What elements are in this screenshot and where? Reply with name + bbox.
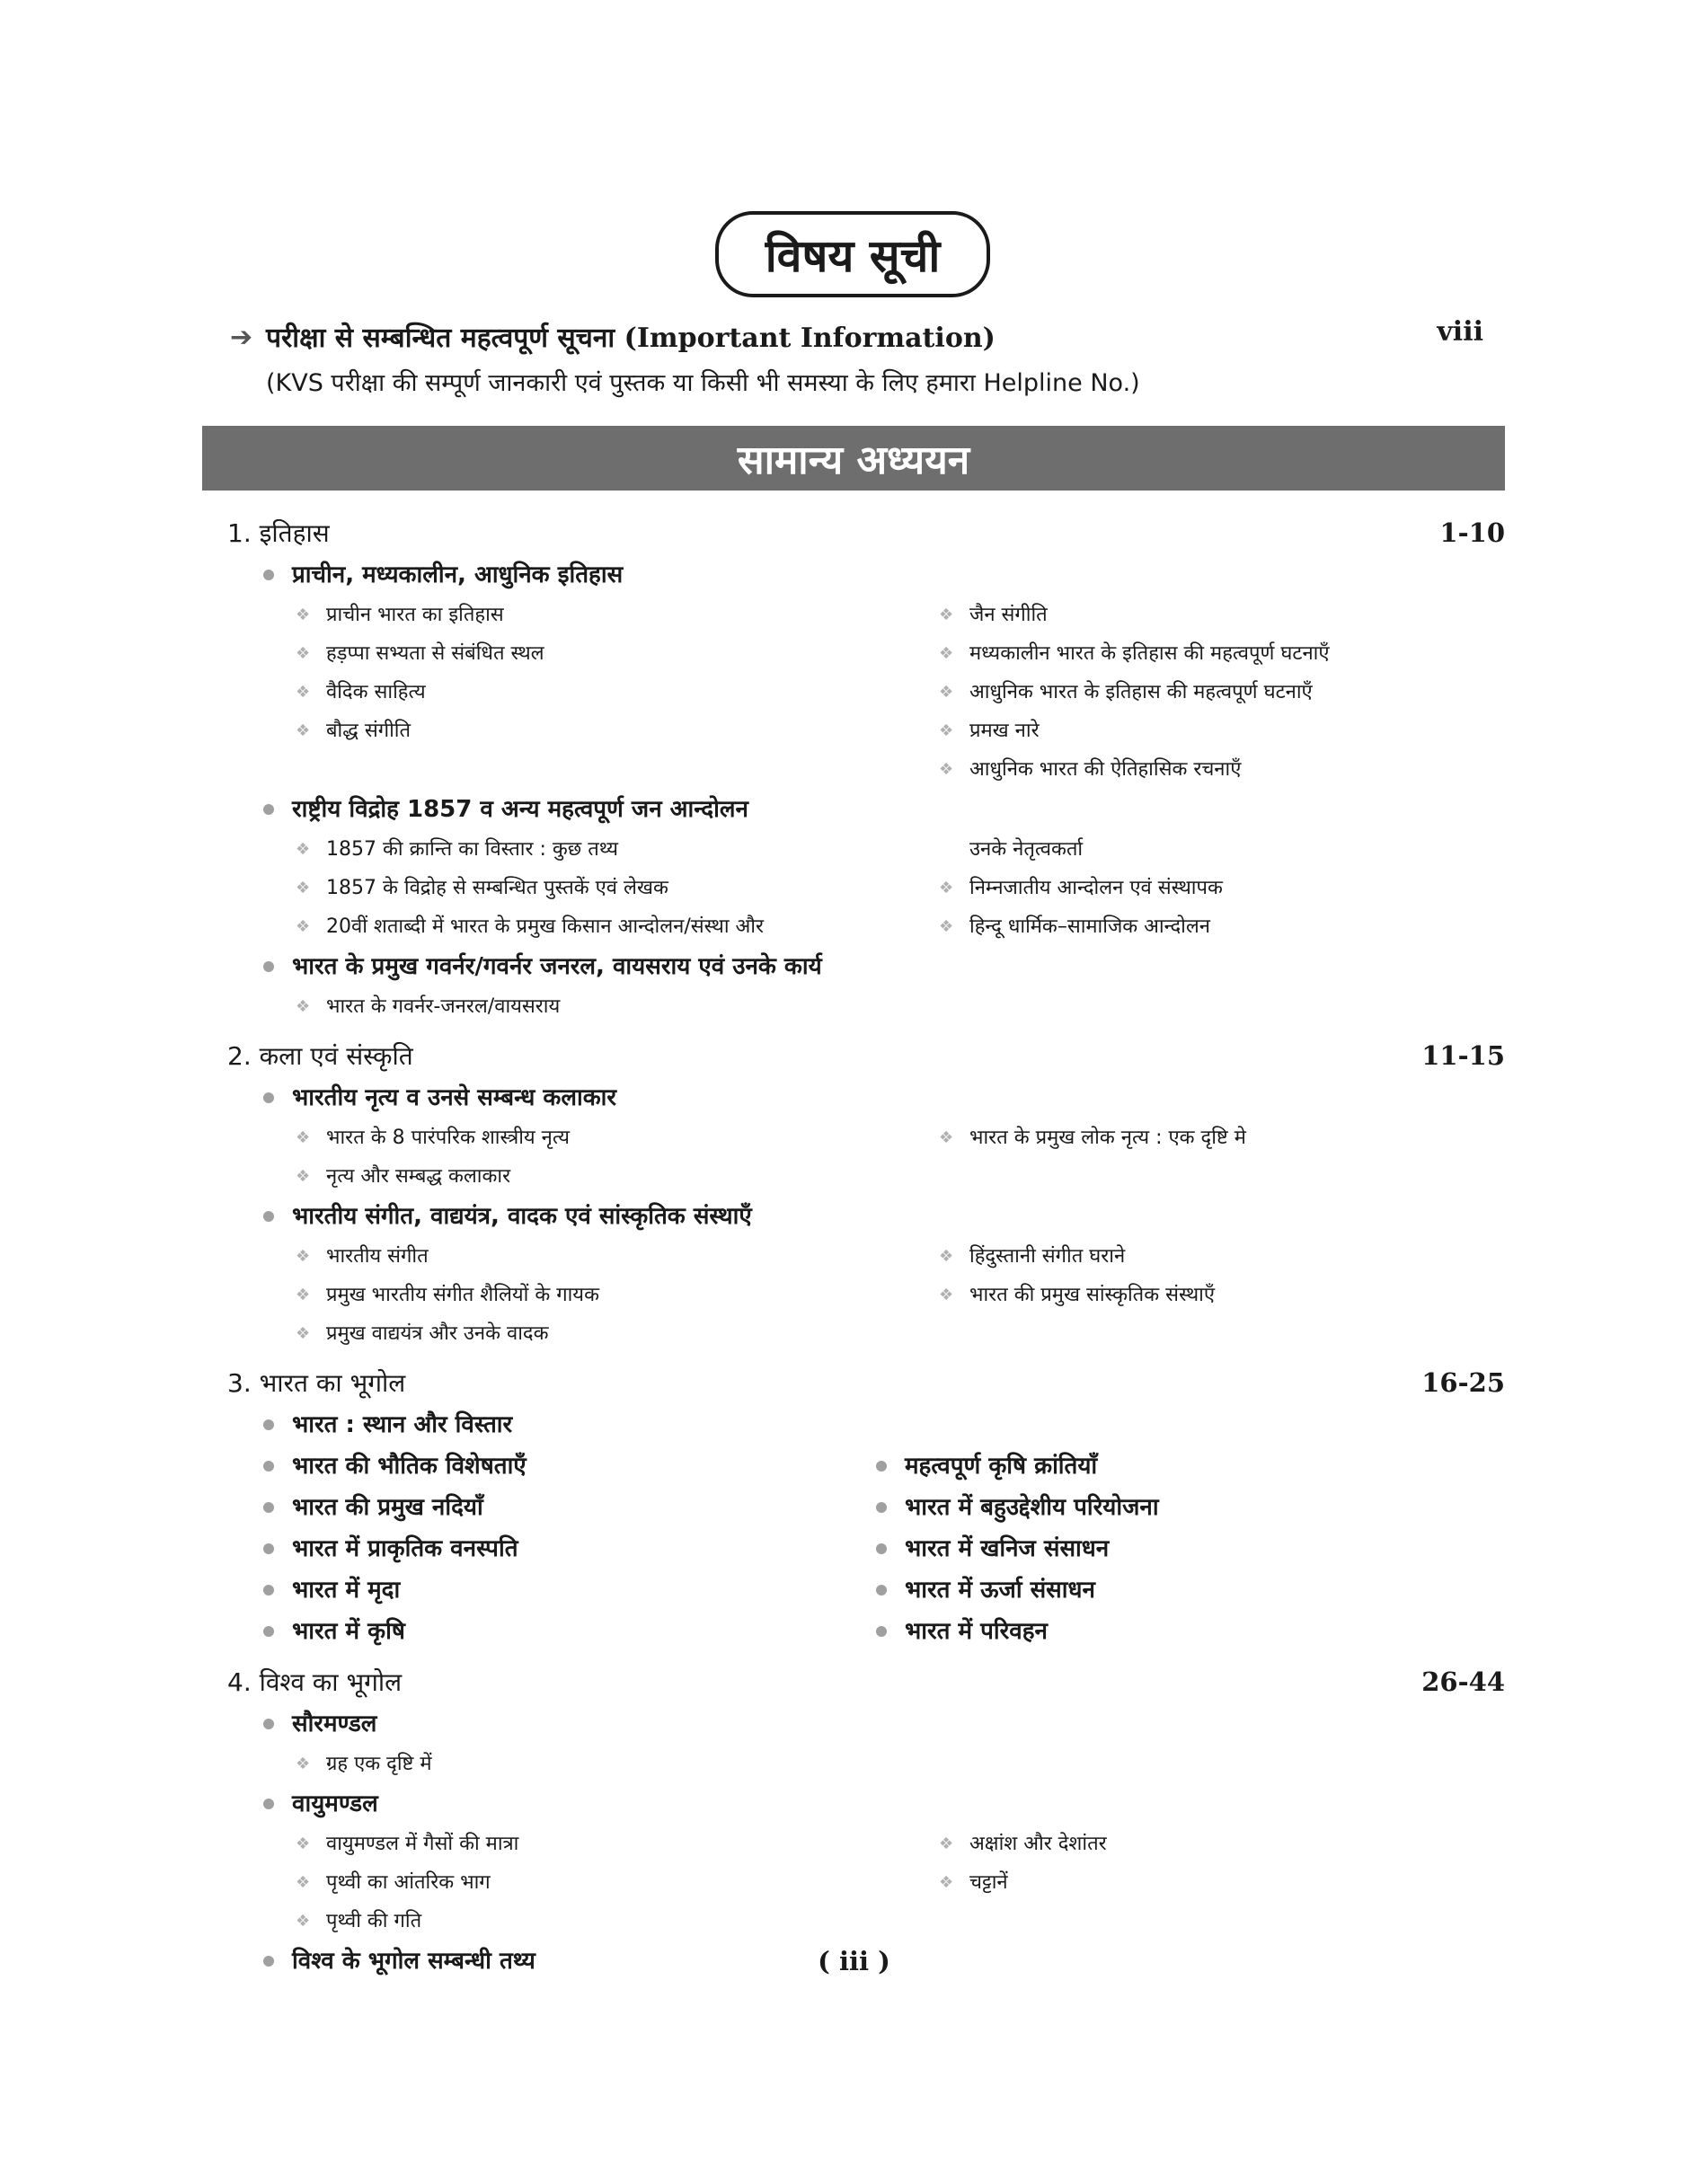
diamond-bullet-icon: ❖ (296, 1873, 311, 1892)
bullet-dot-icon (263, 570, 274, 580)
subsection-heading (202, 1611, 876, 1652)
list-item (939, 1863, 1505, 1902)
diamond-bullet-icon: ❖ (296, 1167, 311, 1186)
list-item (939, 1825, 1505, 1863)
bullet-dot-icon (263, 961, 274, 972)
list-item-label: 1857 के विद्रोह से सम्बन्धित पुस्तकें एवं लेखक (326, 877, 668, 899)
list-item-label: मध्यकालीन भारत के इतिहास की महत्वपूर्ण घटनाएँ (969, 642, 1330, 665)
list-item (202, 987, 939, 1026)
bullet-dot-icon (263, 1502, 274, 1513)
list-item (939, 1237, 1505, 1276)
bullet-dot-icon (876, 1543, 887, 1554)
subsection-heading (202, 1404, 1505, 1445)
list-item-label: ग्रह एक दृष्टि में (326, 1753, 432, 1775)
subsection-title: भारत में प्राकृतिक वनस्पति (292, 1535, 518, 1562)
list-item (202, 673, 939, 712)
diamond-bullet-icon: ❖ (296, 840, 311, 859)
empty-cell (202, 750, 939, 789)
list-item-label: 20वीं शताब्दी में भारत के प्रमुख किसान आन्दोलन/संस्था और (326, 915, 765, 938)
bullet-dot-icon (876, 1461, 887, 1472)
subsection-heading (202, 789, 1505, 830)
subsection-title: भारत में ऊर्जा संसाधन (905, 1577, 1095, 1604)
list-item (939, 596, 1505, 634)
section-page-range: 16-25 (1421, 1367, 1505, 1398)
section-banner: सामान्य अध्ययन (202, 426, 1505, 491)
diamond-bullet-icon: ❖ (939, 644, 954, 663)
subsection-title: महत्वपूर्ण कृषि क्रांतियाँ (905, 1453, 1098, 1480)
section-heading (202, 1362, 1505, 1404)
section-title: 4. विश्व का भूगोल (227, 1667, 403, 1697)
list-item-label: पृथ्वी का आंतरिक भाग (326, 1871, 491, 1894)
section-heading (202, 512, 1505, 554)
subsection-items (202, 1825, 1505, 1940)
list-item-label: जैन संगीति (969, 604, 1048, 626)
subsection-items (202, 1745, 1505, 1783)
section-title: 2. कला एवं संस्कृति (227, 1041, 413, 1071)
subsection-title: भारत में परिवहन (905, 1618, 1048, 1645)
list-item (202, 1118, 939, 1157)
list-item-label: भारतीय संगीत (326, 1245, 429, 1268)
diamond-bullet-icon: ❖ (939, 721, 954, 740)
subsection-items (202, 830, 1505, 946)
page-number-footer: ( iii ) (818, 1946, 890, 1976)
subsection-title: प्राचीन, मध्यकालीन, आधुनिक इतिहास (292, 561, 624, 588)
subsection-title: भारत में बहुउद्देशीय परियोजना (905, 1494, 1159, 1521)
list-item (202, 1314, 939, 1353)
subsection-heading (202, 1445, 876, 1487)
section-page-range: 11-15 (1421, 1040, 1505, 1071)
list-item-label: भारत के प्रमुख लोक नृत्य : एक दृष्टि मे (969, 1127, 1246, 1149)
info-title-hindi: परीक्षा से सम्बन्धित महत्वपूर्ण सूचना (266, 323, 615, 354)
section-page-range: 1-10 (1439, 517, 1505, 548)
bullet-dot-icon (263, 1719, 274, 1729)
diamond-bullet-icon: ❖ (939, 683, 954, 702)
list-item-label: भारत के गवर्नर-जनरल/वायसराय (326, 995, 561, 1018)
diamond-bullet-icon: ❖ (939, 1873, 954, 1892)
bullet-dot-icon (263, 1211, 274, 1222)
subsection-title: भारत की भौतिक विशेषताएँ (292, 1453, 527, 1480)
list-item-label: हिन्दू धार्मिक–सामाजिक आन्दोलन (969, 915, 1210, 938)
list-item (939, 1118, 1505, 1157)
toc-subsection (202, 789, 1505, 946)
subsection-title: विश्व के भूगोल सम्बन्धी तथ्य (292, 1948, 535, 1975)
toc-subsection (202, 1783, 1505, 1940)
bullet-dot-icon (263, 1585, 274, 1596)
list-item-label: आधुनिक भारत की ऐतिहासिक रचनाएँ (969, 758, 1242, 781)
list-item (939, 750, 1505, 789)
diamond-bullet-icon: ❖ (939, 1247, 954, 1266)
subsection-title: वायुमण्डल (292, 1790, 378, 1817)
section-title: 1. इतिहास (227, 518, 330, 548)
subsection-items (202, 1118, 1505, 1196)
bullet-dot-icon (876, 1585, 887, 1596)
bullet-dot-icon (876, 1626, 887, 1637)
subsection-heading (876, 1611, 1505, 1652)
toc-section (202, 1362, 1505, 1652)
diamond-bullet-icon: ❖ (296, 917, 311, 936)
subsection-items (202, 596, 1505, 789)
subsection-title: भारत : स्थान और विस्तार (292, 1411, 513, 1438)
list-item (202, 830, 939, 869)
subsection-heading (876, 1569, 1505, 1611)
list-item (202, 907, 939, 946)
diamond-bullet-icon: ❖ (296, 1324, 311, 1343)
table-of-contents (202, 503, 1505, 1982)
diamond-bullet-icon: ❖ (939, 1128, 954, 1147)
list-item-label: हड़प्पा सभ्यता से संबंधित स्थल (326, 642, 544, 665)
empty-cell (939, 1745, 1505, 1783)
list-item-label: प्रमुख भारतीय संगीत शैलियों के गायक (326, 1284, 599, 1306)
list-item-label: प्रमख नारे (969, 720, 1040, 742)
diamond-bullet-icon: ❖ (939, 606, 954, 624)
diamond-bullet-icon: ❖ (296, 879, 311, 897)
subsection-title: भारत के प्रमुख गवर्नर/गवर्नर जनरल, वायसराय एवं उनके कार्य (292, 953, 822, 980)
subsection-heading (202, 946, 1505, 987)
info-page-number: viii (1437, 316, 1483, 348)
subsection-title: भारत में कृषि (292, 1618, 405, 1645)
list-item (939, 673, 1505, 712)
toc-subsection (202, 1196, 1505, 1353)
section-heading (202, 1661, 1505, 1703)
bullet-dot-icon (263, 1092, 274, 1103)
list-item (202, 1902, 939, 1940)
list-item (939, 1276, 1505, 1314)
list-item (202, 596, 939, 634)
diamond-bullet-icon: ❖ (296, 1128, 311, 1147)
list-item (939, 634, 1505, 673)
diamond-bullet-icon: ❖ (939, 1286, 954, 1304)
diamond-bullet-icon: ❖ (296, 1247, 311, 1266)
subsection-heading (202, 1487, 876, 1528)
diamond-bullet-icon: ❖ (939, 917, 954, 936)
list-item-label: आधुनिक भारत के इतिहास की महत्वपूर्ण घटनाएँ (969, 681, 1313, 703)
list-item (939, 712, 1505, 750)
toc-subsection (202, 1077, 1505, 1196)
diamond-bullet-icon: ❖ (296, 1755, 311, 1773)
subsection-items (202, 1237, 1505, 1353)
bullet-grid (202, 1445, 1505, 1652)
toc-subsection (202, 554, 1505, 789)
page-title: विषय सूची (715, 211, 990, 297)
diamond-bullet-icon: ❖ (939, 1834, 954, 1853)
subsection-heading (876, 1528, 1505, 1569)
list-item-label: नृत्य और सम्बद्ध कलाकार (326, 1165, 511, 1188)
list-item-label: वायुमण्डल में गैसों की मात्रा (326, 1833, 519, 1855)
list-item (202, 1825, 939, 1863)
section-page-range: 26-44 (1421, 1666, 1505, 1697)
diamond-bullet-icon: ❖ (296, 1286, 311, 1304)
toc-section (202, 512, 1505, 1026)
bullet-dot-icon (263, 804, 274, 815)
subsection-heading (202, 1077, 1505, 1118)
subsection-heading (876, 1445, 1505, 1487)
diamond-bullet-icon: ❖ (939, 879, 954, 897)
list-item (202, 1745, 939, 1783)
diamond-bullet-icon: ❖ (296, 1912, 311, 1931)
list-item-label: प्रमुख वाद्ययंत्र और उनके वादक (326, 1322, 549, 1345)
bullet-dot-icon (263, 1543, 274, 1554)
subsection-title: भारतीय नृत्य व उनसे सम्बन्ध कलाकार (292, 1084, 617, 1111)
list-item-label: प्राचीन भारत का इतिहास (326, 604, 504, 626)
list-item-label: भारत की प्रमुख सांस्कृतिक संस्थाएँ (969, 1284, 1216, 1306)
diamond-bullet-icon: ❖ (296, 721, 311, 740)
subsection-title: भारत की प्रमुख नदियाँ (292, 1494, 483, 1521)
section-heading (202, 1035, 1505, 1077)
subsection-title: भारत में खनिज संसाधन (905, 1535, 1110, 1562)
bullet-dot-icon (876, 1502, 887, 1513)
list-item-label: हिंदुस्तानी संगीत घराने (969, 1245, 1126, 1268)
bullet-dot-icon (263, 1419, 274, 1430)
diamond-bullet-icon: ❖ (296, 683, 311, 702)
empty-cell (939, 1157, 1505, 1196)
bullet-dot-icon (263, 1461, 274, 1472)
diamond-bullet-icon: ❖ (296, 997, 311, 1016)
list-item (202, 1237, 939, 1276)
list-item-label: बौद्ध संगीति (326, 720, 412, 742)
empty-cell (939, 1314, 1505, 1353)
subsection-heading (202, 1569, 876, 1611)
list-item (939, 869, 1505, 907)
diamond-bullet-icon: ❖ (296, 1834, 311, 1853)
diamond-bullet-icon: ❖ (939, 760, 954, 779)
info-subtitle: (KVS परीक्षा की सम्पूर्ण जानकारी एवं पुस्तक या किसी भी समस्या के लिए हमारा Helpline No.) (266, 369, 1140, 397)
subsection-heading (876, 1487, 1505, 1528)
list-item-label: निम्नजातीय आन्दोलन एवं संस्थापक (969, 877, 1223, 899)
list-item (202, 1157, 939, 1196)
list-item-label: उनके नेतृत्वकर्ता (969, 838, 1084, 861)
list-item (202, 869, 939, 907)
list-item (202, 634, 939, 673)
toc-section (202, 1035, 1505, 1353)
list-item-label: 1857 की क्रान्ति का विस्तार : कुछ तथ्य (326, 838, 618, 861)
subsection-title: भारतीय संगीत, वाद्ययंत्र, वादक एवं सांस्कृतिक संस्थाएँ (292, 1203, 752, 1230)
subsection-heading (202, 1783, 1505, 1825)
list-item (939, 907, 1505, 946)
arrow-right-icon: ➔ (230, 322, 253, 353)
section-title: 3. भारत का भूगोल (227, 1368, 406, 1398)
list-item (202, 1863, 939, 1902)
info-title-english: (Important Information) (624, 323, 996, 354)
subsection-heading (202, 1703, 1505, 1745)
list-item-label: भारत के 8 पारंपरिक शास्त्रीय नृत्य (326, 1127, 571, 1149)
list-item-label: चट्टानें (969, 1871, 1008, 1894)
toc-subsection (202, 946, 1505, 1026)
info-title (266, 318, 996, 355)
subsection-heading (202, 1196, 1505, 1237)
list-item (939, 830, 1505, 869)
empty-cell (939, 987, 1505, 1026)
diamond-bullet-icon: ❖ (296, 644, 311, 663)
subsection-title: राष्ट्रीय विद्रोह 1857 व अन्य महत्वपूर्ण जन आन्दोलन (292, 796, 748, 823)
bullet-dot-icon (263, 1626, 274, 1637)
list-item-label: अक्षांश और देशांतर (969, 1833, 1107, 1855)
bullet-dot-icon (263, 1799, 274, 1809)
toc-subsection (202, 1703, 1505, 1783)
subsection-title: सौरमण्डल (292, 1711, 377, 1737)
list-item (202, 712, 939, 750)
list-item-label: वैदिक साहित्य (326, 681, 426, 703)
list-item-label: पृथ्वी की गति (326, 1910, 422, 1932)
empty-cell (939, 1902, 1505, 1940)
subsection-title: भारत में मृदा (292, 1577, 401, 1604)
diamond-bullet-icon: ❖ (296, 606, 311, 624)
subsection-heading (202, 554, 1505, 596)
toc-section (202, 1661, 1505, 1982)
subsection-items (202, 987, 1505, 1026)
list-item (202, 1276, 939, 1314)
subsection-heading (202, 1528, 876, 1569)
